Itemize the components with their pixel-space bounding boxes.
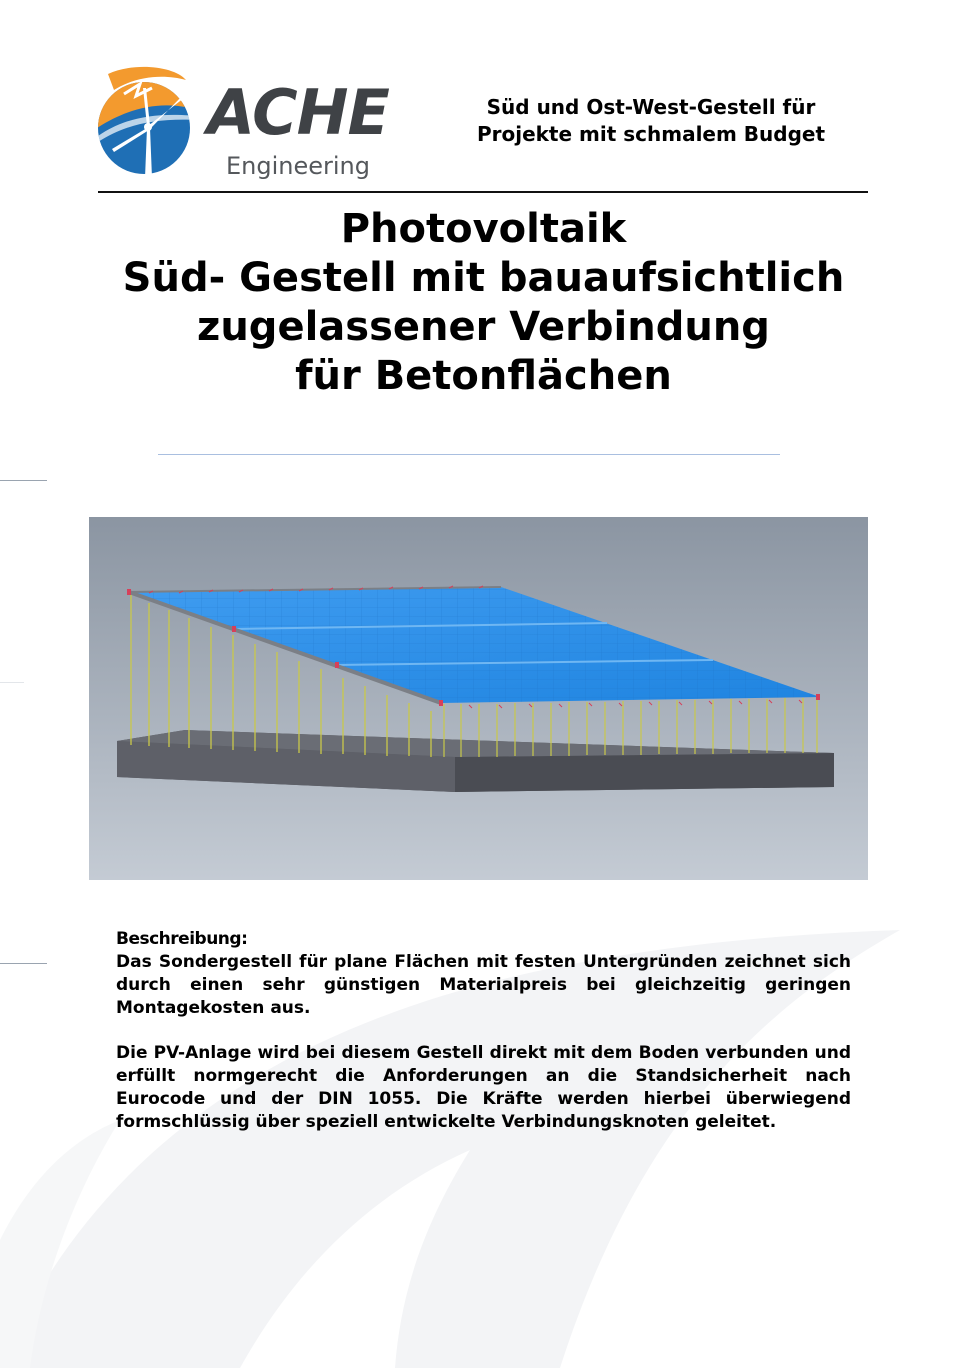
margin-tick [0,480,47,481]
header-tagline [470,94,832,148]
title-line: zugelassener Verbindung [197,304,770,350]
title-line: Photovoltaik [340,206,627,252]
title-line: Süd- Gestell mit bauaufsichtlich [122,255,845,301]
tagline-line: Projekte mit schmalem Budget [476,122,826,146]
title-divider [158,454,780,455]
description-paragraph: Das Sondergestell für plane Flächen mit festen Untergründen zeichnet sich durch einen sehr günstigen Materialpreis bei gleichzeitig geringen Montagekosten aus. [116,952,851,1018]
tagline-line: Süd und Ost-West-Gestell für [486,95,816,119]
pv-structure-render [89,517,868,880]
logo-wordmark: ACHE [207,76,389,149]
description-paragraph: Die PV-Anlage wird bei diesem Gestell direkt mit dem Boden verbunden und erfüllt normgerecht die Anforderungen an die Standsicherheit nach Eurocode und der DIN 1055. Die Kräfte werden hierbei überwiegend formschlüssig über speziell entwickelte Verbindungsknoten geleitet. [116,1043,851,1132]
page-title [60,205,907,401]
title-line: für Betonflächen [295,353,672,399]
description-section [116,928,851,1134]
description-heading: Beschreibung: [116,929,248,949]
margin-tick [0,963,47,964]
margin-tick [0,682,24,683]
logo-subtitle: Engineering [226,152,370,180]
company-logo [94,66,394,184]
wind-turbine-logo-icon [94,66,198,184]
header-divider [98,191,868,193]
